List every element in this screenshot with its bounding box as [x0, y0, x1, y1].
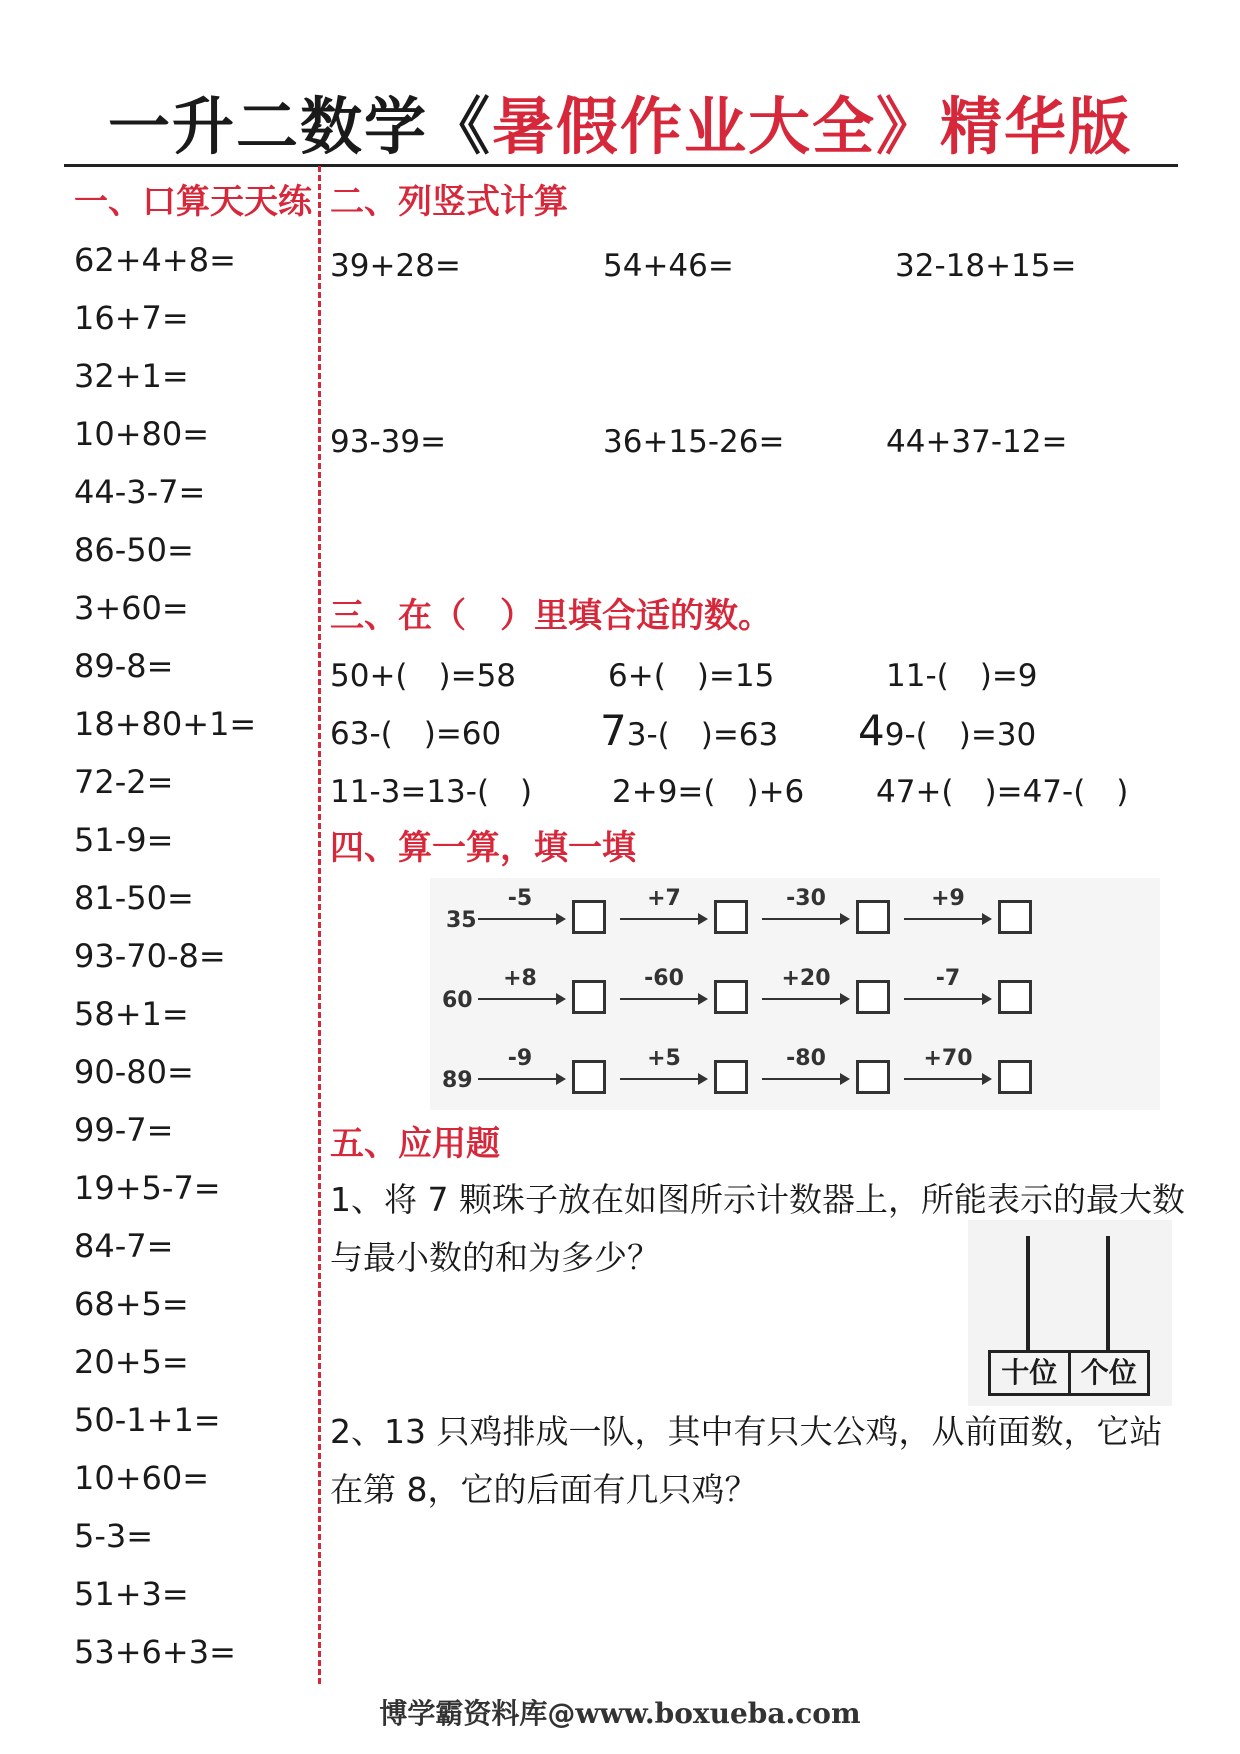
arrow — [904, 918, 990, 920]
fill-blank-item: 6+( )=15 — [608, 658, 775, 694]
chain-operation: +7 — [647, 886, 681, 911]
title-rule — [64, 164, 1178, 167]
vertical-calc-item: 39+28= — [330, 248, 461, 284]
arrow — [478, 1078, 564, 1080]
mental-item: 58+1= — [74, 995, 189, 1033]
question1-line2: 与最小数的和为多少？ — [330, 1238, 660, 1277]
chain-start-value: 60 — [442, 988, 473, 1013]
ones-label: 个位 — [1068, 1353, 1148, 1393]
vertical-calc-item: 44+37-12= — [886, 424, 1068, 460]
mental-item: 20+5= — [74, 1343, 189, 1381]
fill-blank-item: 9-( )=30 — [884, 717, 1037, 753]
arrow — [620, 918, 706, 920]
chain-operation: -7 — [935, 966, 961, 991]
fill-blank-item: 50+( )=58 — [330, 658, 517, 694]
abacus-figure — [968, 1220, 1172, 1406]
fill-blank-item: 3-( )=63 — [626, 717, 779, 753]
chain-panel — [430, 878, 1160, 1110]
tens-rod — [1026, 1236, 1030, 1368]
section5-heading: 五、应用题 — [330, 1124, 500, 1164]
chain-operation: +20 — [781, 966, 831, 991]
fill-blank-item: 11-( )=9 — [886, 658, 1038, 694]
chain-operation: +9 — [931, 886, 965, 911]
vertical-calc-item: 36+15-26= — [603, 424, 785, 460]
chain-start-value: 35 — [446, 908, 477, 933]
mental-item: 51-9= — [74, 821, 174, 859]
mental-item: 81-50= — [74, 879, 194, 917]
footer-url: www.boxueba.com — [575, 1697, 861, 1730]
chain-start-value: 89 — [442, 1068, 473, 1093]
arrow — [478, 918, 564, 920]
mental-item: 19+5-7= — [74, 1169, 221, 1207]
chain-operation: -80 — [786, 1046, 826, 1071]
vertical-calc-item: 32-18+15= — [895, 248, 1077, 284]
arrow — [620, 1078, 706, 1080]
mental-item: 84-7= — [74, 1227, 174, 1265]
arrow — [904, 998, 990, 1000]
mental-item: 90-80= — [74, 1053, 194, 1091]
mental-item: 5-3= — [74, 1517, 154, 1555]
section4-heading: 四、算一算，填一填 — [330, 828, 636, 868]
mental-item: 18+80+1= — [74, 705, 257, 743]
footer-watermark — [0, 1692, 1240, 1732]
chain-operation: -30 — [786, 886, 826, 911]
chain-operation: -9 — [507, 1046, 533, 1071]
page-title — [0, 88, 1240, 166]
mental-item: 53+6+3= — [74, 1633, 236, 1671]
section2-heading: 二、列竖式计算 — [330, 182, 568, 222]
tens-label: 十位 — [1001, 1356, 1058, 1389]
title-prefix: 一升二数学《 — [107, 90, 492, 163]
question2-line2: 在第 8，它的后面有几只鸡？ — [330, 1470, 758, 1509]
ones-rod — [1106, 1236, 1110, 1368]
mental-item: 51+3= — [74, 1575, 189, 1613]
answer-box[interactable] — [856, 980, 890, 1014]
mental-item: 89-8= — [74, 647, 174, 685]
fill-blank-item: 11-3=13-( ) — [330, 774, 533, 810]
arrow — [762, 918, 848, 920]
answer-box[interactable] — [998, 980, 1032, 1014]
answer-box[interactable] — [714, 1060, 748, 1094]
fill-blank-item: 2+9=( )+6 — [612, 774, 805, 810]
title-highlight: 暑假作业大全 — [491, 90, 876, 163]
mental-item: 72-2= — [74, 763, 174, 801]
mental-item: 44-3-7= — [74, 473, 206, 511]
question2-line1: 2、13 只鸡排成一队，其中有只大公鸡，从前面数，它站 — [330, 1412, 1163, 1451]
arrow — [762, 1078, 848, 1080]
fill-blank-item: 47+( )=47-( ) — [876, 774, 1129, 810]
handwritten-digit: 4 — [858, 706, 885, 755]
arrow — [620, 998, 706, 1000]
footer-brand: 博学霸资料库@ — [379, 1697, 576, 1730]
answer-box[interactable] — [572, 1060, 606, 1094]
chain-operation: -5 — [507, 886, 533, 911]
chain-operation: +8 — [503, 966, 537, 991]
mental-item: 3+60= — [74, 589, 189, 627]
mental-item: 62+4+8= — [74, 241, 236, 279]
answer-box[interactable] — [998, 1060, 1032, 1094]
section1-heading: 一、口算天天练 — [74, 182, 312, 222]
arrow — [762, 998, 848, 1000]
mental-item: 10+80= — [74, 415, 210, 453]
arrow — [478, 998, 564, 1000]
abacus-base — [988, 1350, 1150, 1396]
answer-box[interactable] — [714, 900, 748, 934]
mental-item: 10+60= — [74, 1459, 210, 1497]
chain-operation: +5 — [647, 1046, 681, 1071]
answer-box[interactable] — [856, 1060, 890, 1094]
mental-item: 86-50= — [74, 531, 194, 569]
mental-item: 32+1= — [74, 357, 189, 395]
chain-operation: +70 — [923, 1046, 973, 1071]
vertical-calc-item: 93-39= — [330, 424, 447, 460]
mental-item: 99-7= — [74, 1111, 174, 1149]
fill-blank-item-handwritten-digit — [858, 708, 1036, 755]
mental-item: 50-1+1= — [74, 1401, 221, 1439]
answer-box[interactable] — [572, 980, 606, 1014]
answer-box[interactable] — [856, 900, 890, 934]
vertical-calc-item: 54+46= — [603, 248, 734, 284]
answer-box[interactable] — [714, 980, 748, 1014]
section3-heading: 三、在（ ）里填合适的数。 — [330, 596, 772, 636]
answer-box[interactable] — [572, 900, 606, 934]
mental-item: 93-70-8= — [74, 937, 226, 975]
column-divider — [318, 166, 321, 1684]
arrow — [904, 1078, 990, 1080]
mental-item: 16+7= — [74, 299, 189, 337]
mental-item: 68+5= — [74, 1285, 189, 1323]
question1-line1: 1、将 7 颗珠子放在如图所示计数器上，所能表示的最大数 — [330, 1180, 1185, 1219]
handwritten-digit: 7 — [600, 706, 627, 755]
title-suffix: 》精华版 — [876, 90, 1133, 163]
fill-blank-item: 63-( )=60 — [330, 716, 502, 752]
answer-box[interactable] — [998, 900, 1032, 934]
fill-blank-item-handwritten-digit — [600, 708, 778, 755]
chain-operation: -60 — [644, 966, 684, 991]
